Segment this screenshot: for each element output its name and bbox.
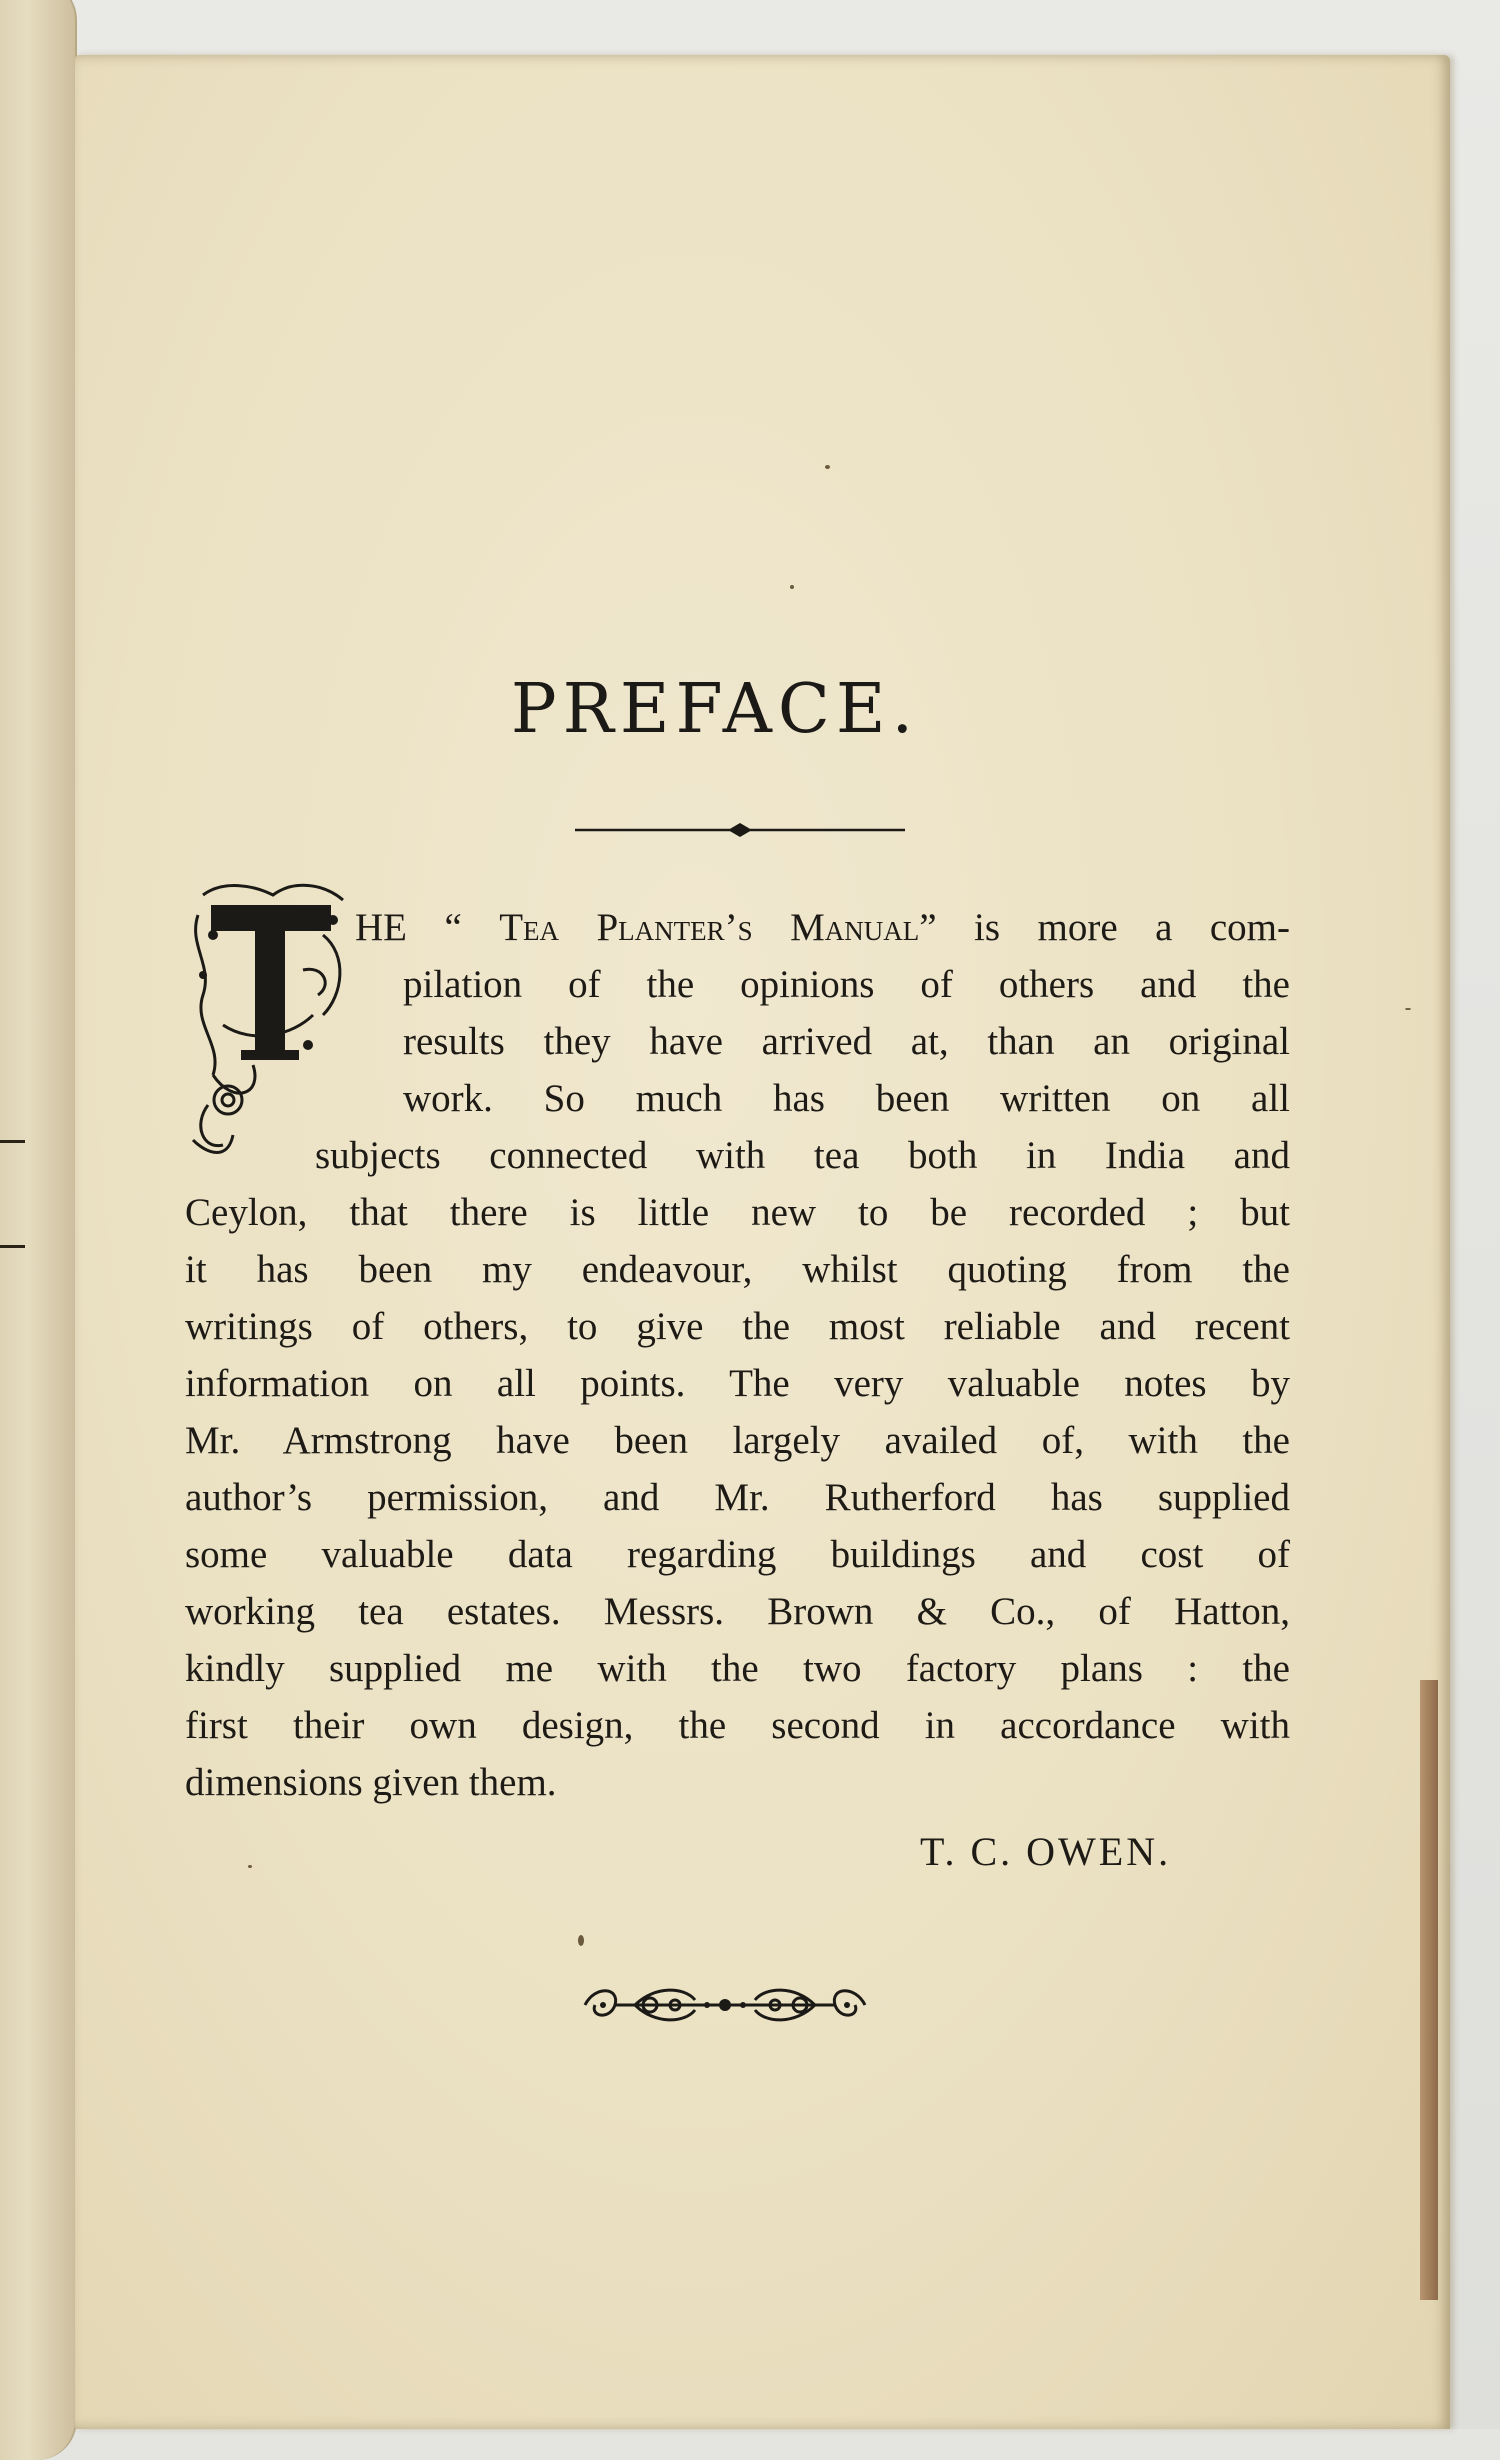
- preface-line-14: kindly supplied me with the two factory plans : the: [185, 1647, 1290, 1690]
- book-title-small-caps: Tea Planter’s Manual: [499, 906, 920, 949]
- page-right-edge: [1420, 1680, 1438, 2300]
- paper-speck: [248, 1865, 252, 1868]
- preface-line-15: first their own design, the second in accordance with: [185, 1704, 1290, 1747]
- line-text: HE “: [355, 906, 500, 949]
- paper-speck: [825, 465, 830, 469]
- preface-line-6: Ceylon, that there is little new to be recorded ; but: [185, 1191, 1290, 1234]
- paper-speck: [790, 585, 794, 589]
- preface-line-5: subjects connected with tea both in India and: [315, 1134, 1290, 1177]
- author-signature: T. C. OWEN.: [920, 1829, 1172, 1874]
- preface-line-11: author’s permission, and Mr. Rutherford has supplied: [185, 1476, 1290, 1519]
- preface-line-3: results they have arrived at, than an original: [403, 1020, 1290, 1063]
- paper-speck: [578, 1935, 584, 1946]
- tailpiece-ornament: [575, 1975, 875, 2035]
- page-title: PREFACE.: [510, 670, 920, 749]
- paper-speck: [1405, 1008, 1411, 1010]
- left-page-edge: [0, 0, 77, 2460]
- drop-cap-ornament: [183, 875, 353, 1165]
- preface-line-4: work. So much has been written on all: [403, 1077, 1290, 1120]
- preface-line-12: some valuable data regarding buildings and cost of: [185, 1533, 1290, 1576]
- left-page-rule: [0, 1245, 25, 1248]
- title-rule-ornament: [575, 820, 905, 840]
- left-page-rule: [0, 1140, 25, 1143]
- preface-line-2: pilation of the opinions of others and the: [403, 963, 1290, 1006]
- preface-line-8: writings of others, to give the most reliable and recent: [185, 1305, 1290, 1348]
- preface-line-1: [355, 905, 1290, 950]
- preface-line-16: dimensions given them.: [185, 1761, 557, 1804]
- book-page: [75, 55, 1450, 2429]
- preface-line-10: Mr. Armstrong have been largely availed of, with the: [185, 1419, 1290, 1462]
- preface-line-13: working tea estates. Messrs. Brown & Co., of Hatton,: [185, 1590, 1290, 1633]
- preface-line-7: it has been my endeavour, whilst quoting from the: [185, 1248, 1290, 1291]
- line-text: ” is more a com-: [919, 906, 1290, 949]
- preface-line-9: information on all points. The very valuable notes by: [185, 1362, 1290, 1405]
